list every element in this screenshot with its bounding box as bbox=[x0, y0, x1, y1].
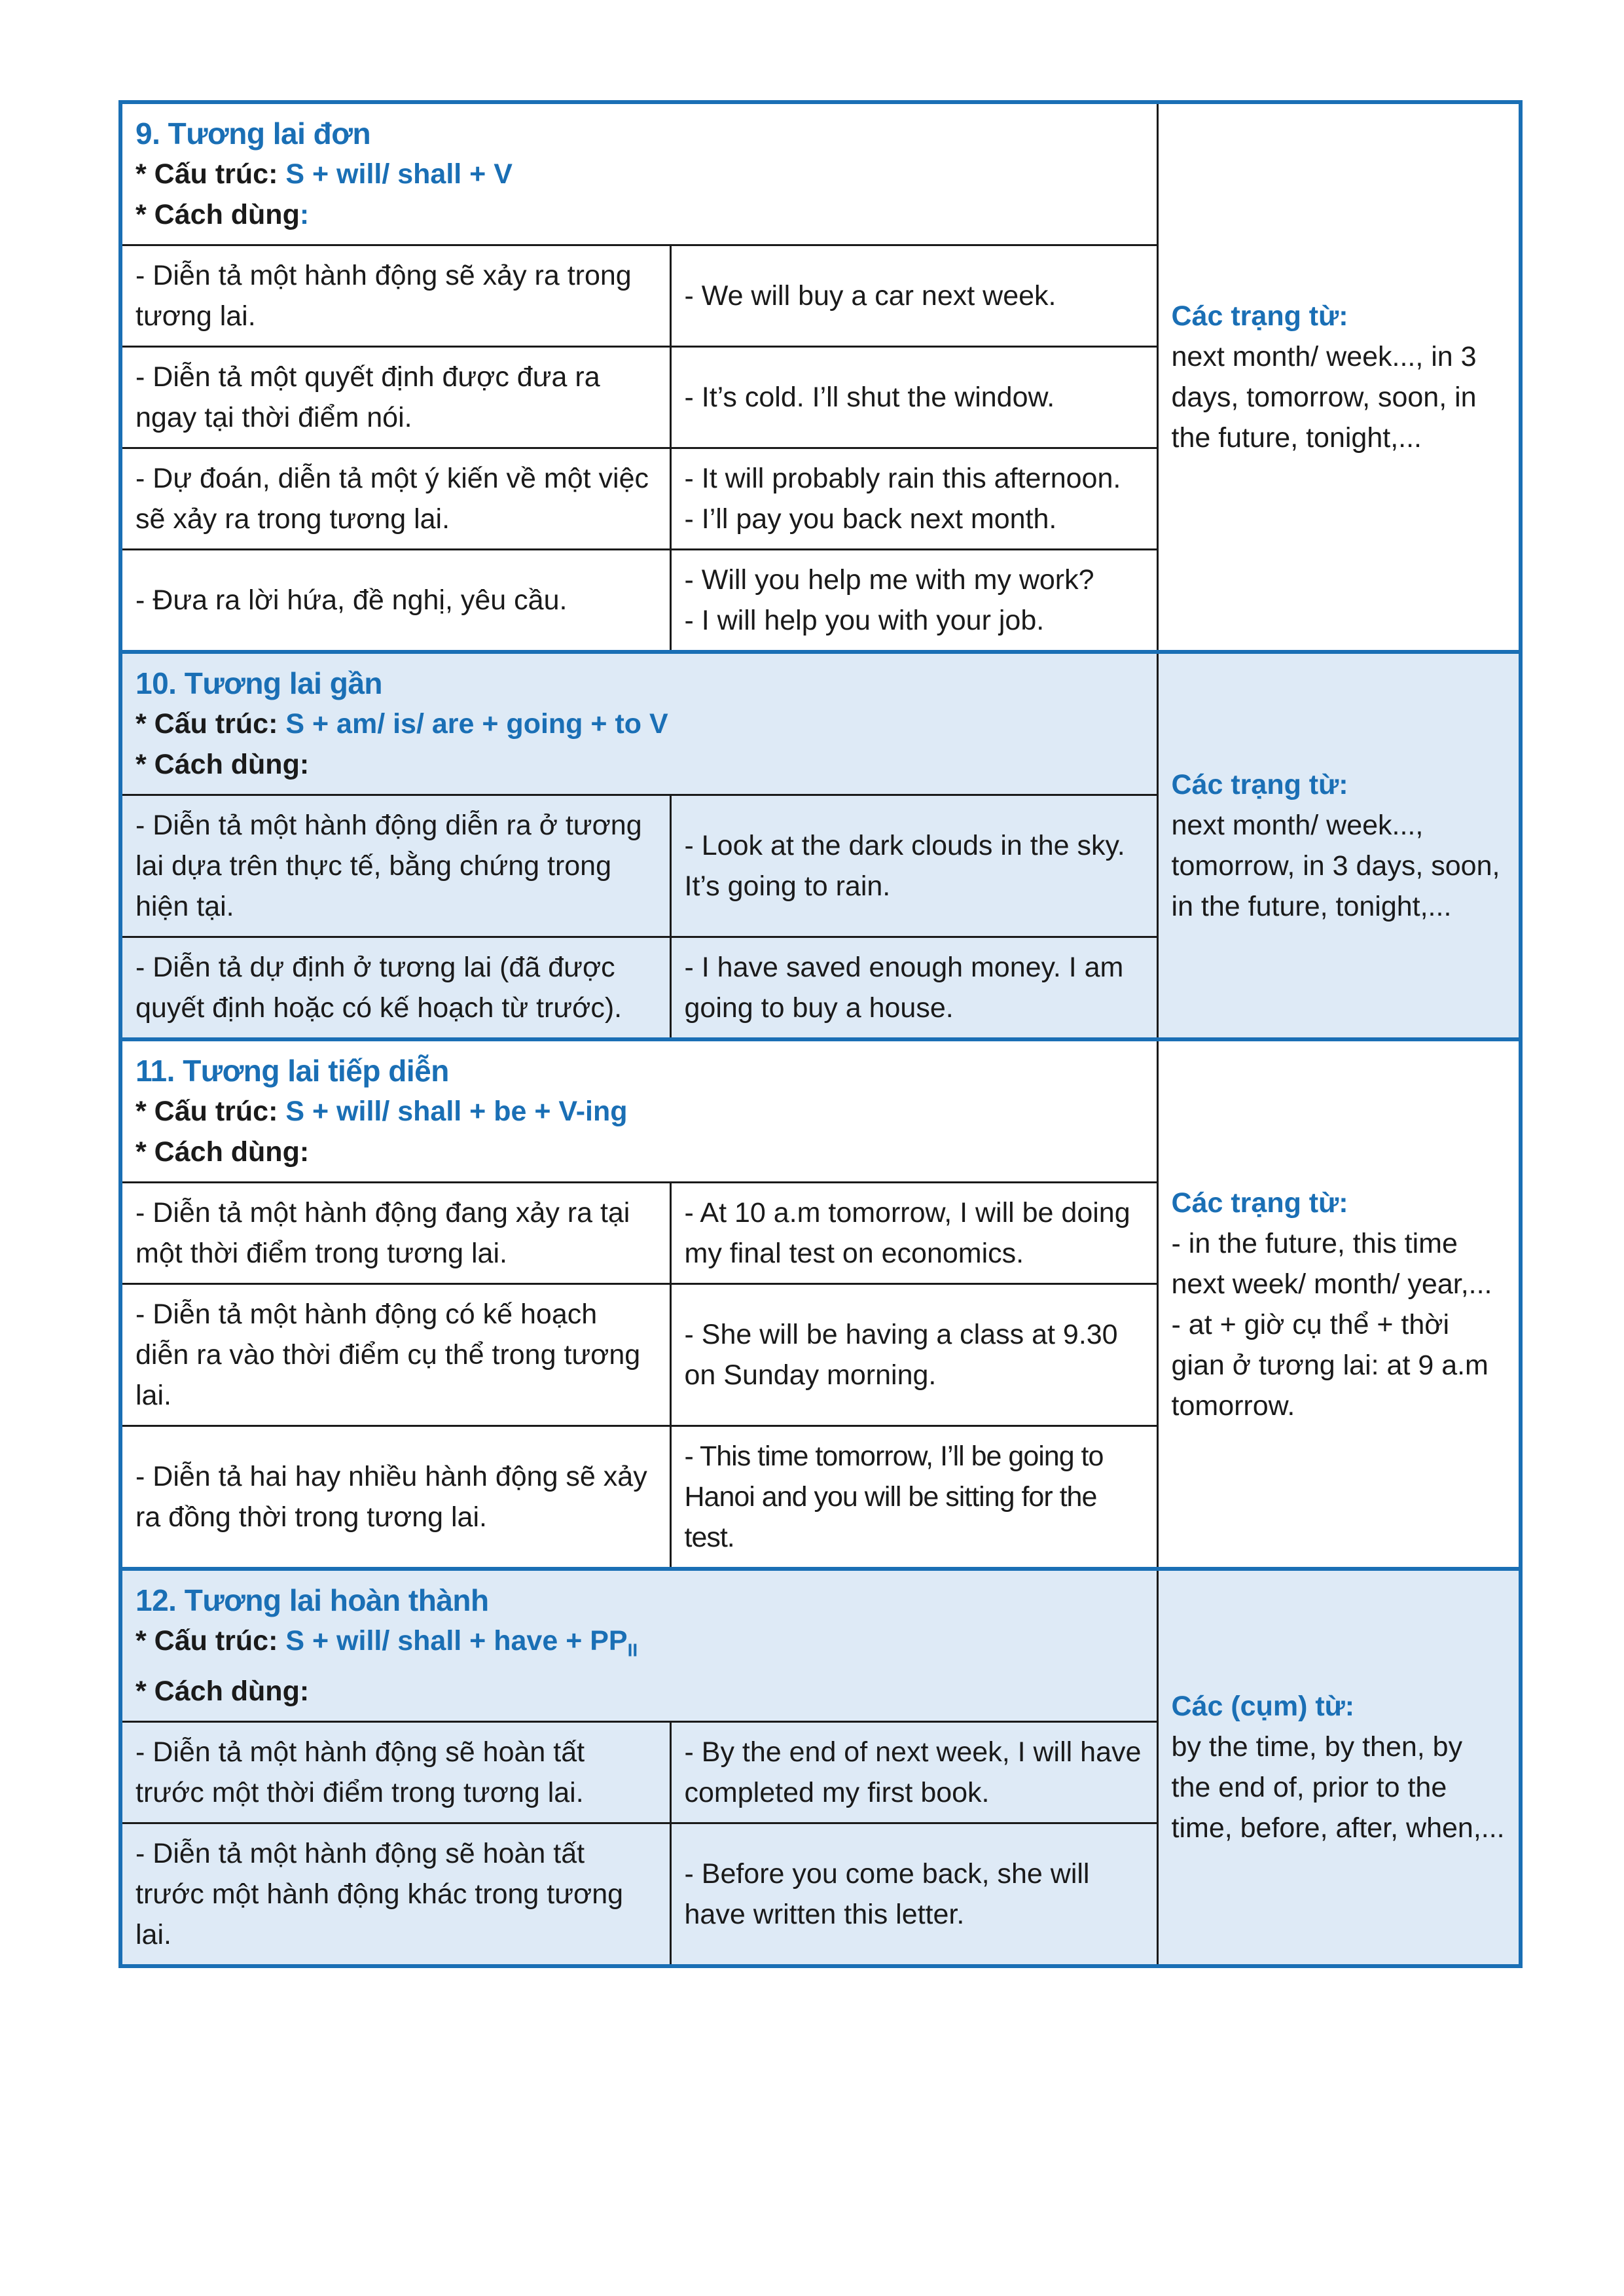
usage-cell: - Diễn tả một quyết định được đưa ra ngay tại thời điểm nói. bbox=[120, 347, 670, 448]
section-title: 9. Tương lai đơn bbox=[135, 117, 371, 151]
example-cell: - This time tomorrow, I’ll be going to Hanoi and you will be sitting for the test. bbox=[670, 1426, 1157, 1570]
section-title: 10. Tương lai gần bbox=[135, 666, 383, 700]
structure-formula: S + will/ shall + have + PP bbox=[285, 1625, 628, 1657]
structure-formula: S + will/ shall + be + V-ing bbox=[285, 1096, 628, 1127]
usage-cell: - Dự đoán, diễn tả một ý kiến về một việc sẽ xảy ra trong tương lai. bbox=[120, 448, 670, 550]
section-12-phrases bbox=[1157, 1569, 1521, 1966]
usage-cell: - Diễn tả một hành động sẽ xảy ra trong tương lai. bbox=[120, 245, 670, 347]
adverbs-label: Các trạng từ: bbox=[1171, 769, 1348, 800]
adverbs-label: Các trạng từ: bbox=[1171, 300, 1348, 332]
usage-cell: - Diễn tả một hành động có kế hoạch diễn ra vào thời điểm cụ thể trong tương lai. bbox=[120, 1284, 670, 1426]
tenses-page bbox=[118, 100, 1519, 1968]
structure-formula: S + am/ is/ are + going + to V bbox=[285, 708, 668, 740]
usage-cell: - Diễn tả một hành động đang xảy ra tại một thời điểm trong tương lai. bbox=[120, 1183, 670, 1284]
example-cell: - She will be having a class at 9.30 on Sunday morning. bbox=[670, 1284, 1157, 1426]
usage-cell: - Diễn tả một hành động sẽ hoàn tất trước một thời điểm trong tương lai. bbox=[120, 1721, 670, 1823]
phrases-label: Các (cụm) từ: bbox=[1171, 1691, 1355, 1723]
usage-cell: - Diễn tả dự định ở tương lai (đã được quyết định hoặc có kế hoạch từ trước). bbox=[120, 937, 670, 1040]
section-10-adverbs bbox=[1157, 652, 1521, 1039]
usage-label: * Cách dùng: bbox=[135, 1675, 310, 1707]
example-cell bbox=[670, 448, 1157, 550]
example-cell bbox=[670, 550, 1157, 653]
example-cell: - Look at the dark clouds in the sky. It’s going to rain. bbox=[670, 795, 1157, 937]
section-11-adverbs bbox=[1157, 1039, 1521, 1569]
section-title: 11. Tương lai tiếp diễn bbox=[135, 1054, 449, 1088]
structure-label: * Cấu trúc: bbox=[135, 158, 278, 190]
adverbs-text: next month/ week..., in 3 days, tomorrow, soon, in the future, tonight,... bbox=[1171, 341, 1477, 454]
section-9-header bbox=[120, 102, 1521, 245]
usage-cell: - Diễn tả một hành động diễn ra ở tương lai dựa trên thực tế, bằng chứng trong hiện tại. bbox=[120, 795, 670, 937]
example-cell: - At 10 a.m tomorrow, I will be doing my final test on economics. bbox=[670, 1183, 1157, 1284]
section-10-heading bbox=[120, 652, 1157, 795]
example-line: - I’ll pay you back next month. bbox=[684, 503, 1057, 535]
example-line: - I will help you with your job. bbox=[684, 605, 1045, 636]
section-11-header bbox=[120, 1039, 1521, 1183]
adverbs-line: - in the future, this time next week/ month/ year,... bbox=[1171, 1227, 1492, 1300]
example-line: - Will you help me with my work? bbox=[684, 564, 1094, 596]
usage-cell: - Đưa ra lời hứa, đề nghị, yêu cầu. bbox=[120, 550, 670, 653]
structure-label: * Cấu trúc: bbox=[135, 1625, 278, 1657]
section-9-heading bbox=[120, 102, 1157, 245]
example-cell bbox=[670, 347, 1157, 448]
example-cell: - I have saved enough money. I am going to buy a house. bbox=[670, 937, 1157, 1040]
example-line: - It’s cold. I’ll shut the window. bbox=[684, 382, 1055, 413]
example-cell: - By the end of next week, I will have completed my first book. bbox=[670, 1721, 1157, 1823]
section-12-header bbox=[120, 1569, 1521, 1721]
section-10-header bbox=[120, 652, 1521, 795]
structure-subscript: II bbox=[627, 1640, 638, 1660]
section-9-adverbs bbox=[1157, 102, 1521, 652]
structure-label: * Cấu trúc: bbox=[135, 708, 278, 740]
section-11-heading bbox=[120, 1039, 1157, 1183]
usage-label: * Cách dùng: bbox=[135, 1136, 310, 1168]
structure-formula: S + will/ shall + V bbox=[285, 158, 513, 190]
usage-cell: - Diễn tả hai hay nhiều hành động sẽ xảy ra đồng thời trong tương lai. bbox=[120, 1426, 670, 1570]
usage-label: * Cách dùng bbox=[135, 199, 300, 230]
phrases-text: by the time, by then, by the end of, prior to the time, before, after, when,... bbox=[1171, 1731, 1505, 1844]
future-tenses-table bbox=[118, 100, 1523, 1968]
adverbs-text: next month/ week..., tomorrow, in 3 days, soon, in the future, tonight,... bbox=[1171, 810, 1500, 922]
example-cell bbox=[670, 245, 1157, 347]
example-line: - We will buy a car next week. bbox=[684, 280, 1056, 312]
usage-cell: - Diễn tả một hành động sẽ hoàn tất trước một hành động khác trong tương lai. bbox=[120, 1823, 670, 1966]
adverbs-label: Các trạng từ: bbox=[1171, 1187, 1348, 1219]
usage-colon: : bbox=[299, 199, 310, 230]
example-line: - It will probably rain this afternoon. bbox=[684, 463, 1121, 494]
structure-label: * Cấu trúc: bbox=[135, 1096, 278, 1127]
section-title: 12. Tương lai hoàn thành bbox=[135, 1583, 489, 1617]
adverbs-line: - at + giờ cụ thể + thời gian ở tương lai: at 9 a.m tomorrow. bbox=[1171, 1308, 1489, 1422]
usage-label: * Cách dùng: bbox=[135, 749, 310, 780]
section-12-heading bbox=[120, 1569, 1157, 1721]
example-cell: - Before you come back, she will have written this letter. bbox=[670, 1823, 1157, 1966]
